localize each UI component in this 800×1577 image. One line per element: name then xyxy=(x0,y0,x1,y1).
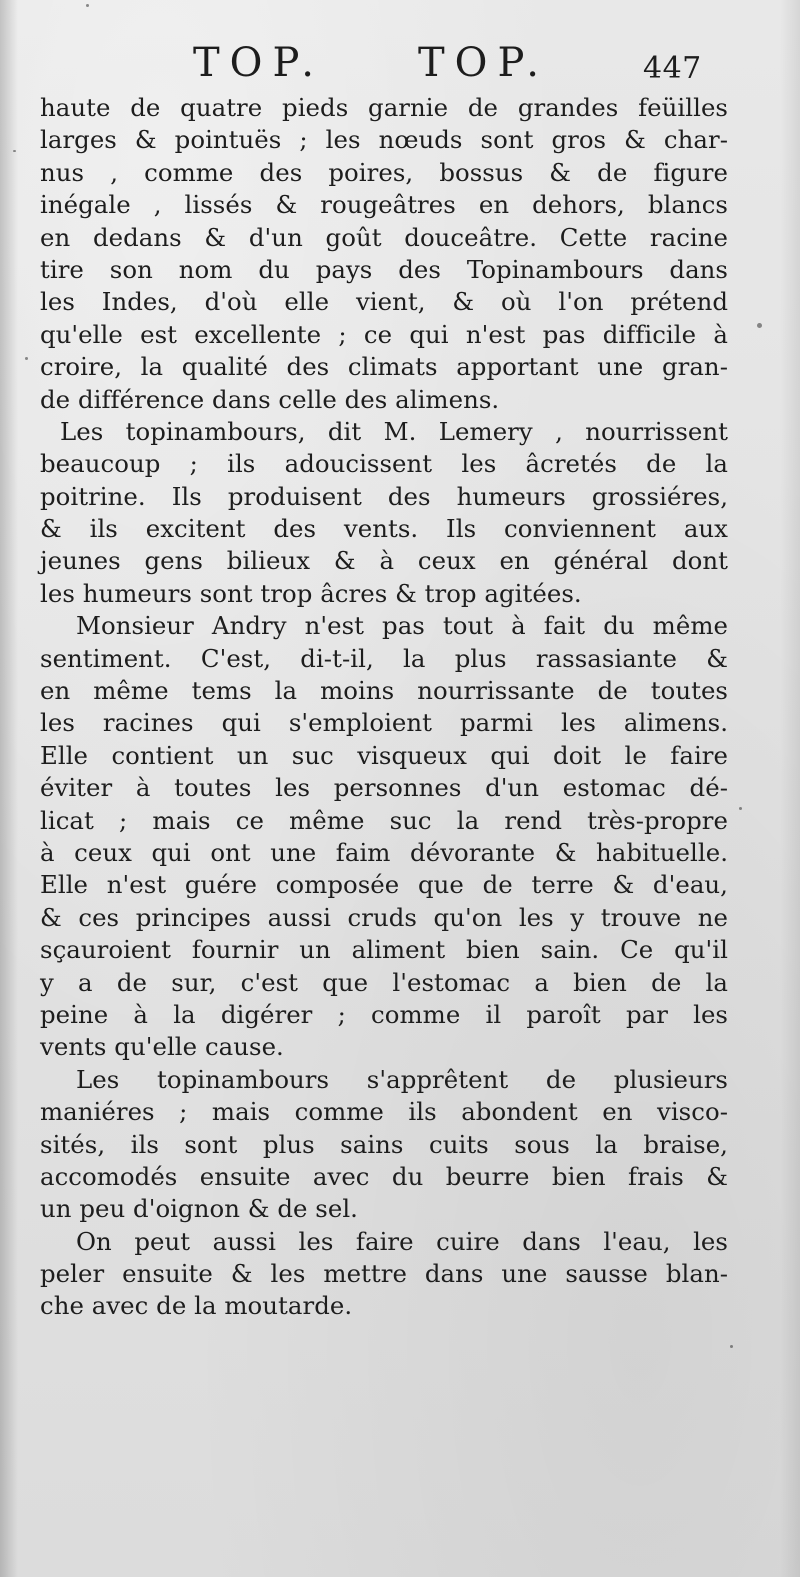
text-line: licat ; mais ce même suc la rend très-propre xyxy=(40,805,728,835)
running-head-left: TOP. xyxy=(193,40,324,86)
paper-speck xyxy=(13,150,16,152)
text-line: On peut aussi les faire cuire dans l'eau, les xyxy=(76,1226,728,1256)
running-head-right: TOP. xyxy=(418,40,549,86)
text-line: Monsieur Andry n'est pas tout à fait du même xyxy=(76,611,728,641)
paper-speck xyxy=(739,807,742,810)
text-line: les racines qui s'emploient parmi les alimens. xyxy=(40,708,728,738)
paper-speck xyxy=(757,323,762,328)
text-line: Elle n'est guére composée que de terre & d'eau, xyxy=(40,870,728,900)
text-line: maniéres ; mais comme ils abondent en visco- xyxy=(40,1097,728,1127)
paragraph-description xyxy=(40,92,728,416)
text-line: sités, ils sont plus sains cuits sous la braise, xyxy=(40,1129,728,1159)
text-line: nus , comme des poires, bossus & de figure xyxy=(40,157,728,187)
paragraph-preparation xyxy=(40,1064,728,1226)
text-line: tire son nom du pays des Topinambours dans xyxy=(40,254,728,284)
paper-speck xyxy=(25,357,28,360)
paper-speck xyxy=(86,4,89,7)
page-text xyxy=(40,92,728,1323)
text-line: les humeurs sont trop âcres & trop agitées. xyxy=(40,578,582,608)
text-line: poitrine. Ils produisent des humeurs grossiéres, xyxy=(40,481,728,511)
text-line: che avec de la moutarde. xyxy=(40,1291,353,1321)
text-line: en même tems la moins nourrissante de toutes xyxy=(40,676,728,706)
text-line: haute de quatre pieds garnie de grandes feüilles xyxy=(40,93,728,122)
running-header xyxy=(38,40,728,93)
text-line: larges & pointuës ; les nœuds sont gros & char- xyxy=(40,125,728,155)
left-page-shadow xyxy=(0,0,18,1577)
page-number: 447 xyxy=(643,51,702,86)
text-line: beaucoup ; ils adoucissent les âcretés de la xyxy=(40,449,728,479)
text-line: peler ensuite & les mettre dans une sausse blan- xyxy=(40,1259,728,1289)
text-line: Les topinambours s'apprêtent de plusieurs xyxy=(76,1064,728,1094)
text-line: peine à la digérer ; comme il paroît par les xyxy=(40,999,728,1029)
text-line: & ils excitent des vents. Ils conviennent aux xyxy=(40,514,728,544)
text-line: éviter à toutes les personnes d'un estomac dé- xyxy=(40,773,728,803)
paper-speck xyxy=(730,1345,733,1348)
text-line: Les topinambours, dit M. Lemery , nourrissent xyxy=(60,416,728,446)
text-line: accomodés ensuite avec du beurre bien frais & xyxy=(40,1161,728,1191)
text-line: croire, la qualité des climats apportant une gran- xyxy=(40,352,728,382)
paragraph-water-cooking xyxy=(40,1226,728,1323)
text-line: & ces principes aussi cruds qu'on les y trouve ne xyxy=(40,902,728,932)
right-page-shadow xyxy=(780,0,800,1577)
text-line: jeunes gens bilieux & à ceux en général dont xyxy=(40,546,728,576)
text-line: un peu d'oignon & de sel. xyxy=(40,1194,358,1224)
text-line: y a de sur, c'est que l'estomac a bien de la xyxy=(40,967,728,997)
text-line: de différence dans celle des alimens. xyxy=(40,384,500,414)
text-line: qu'elle est excellente ; ce qui n'est pas difficile à xyxy=(40,319,728,349)
text-line: Elle contient un suc visqueux qui doit le faire xyxy=(40,740,728,770)
paragraph-andry xyxy=(40,610,728,1063)
text-line: en dedans & d'un goût douceâtre. Cette racine xyxy=(40,222,728,252)
text-line: les Indes, d'où elle vient, & où l'on prétend xyxy=(40,287,728,317)
text-line: vents qu'elle cause. xyxy=(40,1032,284,1062)
text-line: à ceux qui ont une faim dévorante & habituelle. xyxy=(40,837,728,867)
paragraph-lemery xyxy=(40,416,728,610)
text-line: inégale , lissés & rougeâtres en dehors, blancs xyxy=(40,190,728,220)
text-line: sentiment. C'est, di-t-il, la plus rassasiante & xyxy=(40,643,728,673)
text-line: sçauroient fournir un aliment bien sain. Ce qu'il xyxy=(40,935,728,965)
